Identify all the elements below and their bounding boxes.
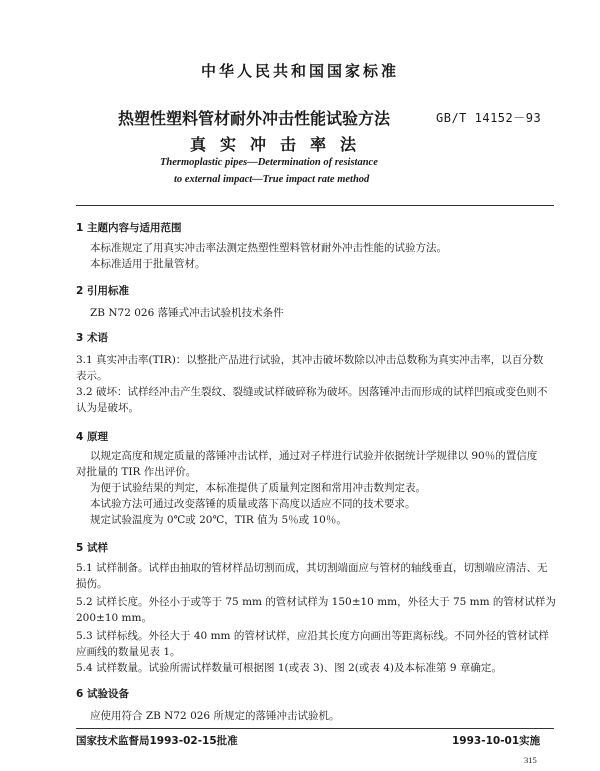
section-6-heading: 6 试验设备 xyxy=(76,688,129,700)
section-1-heading: 1 主题内容与适用范围 xyxy=(76,222,182,234)
section-3-heading: 3 术语 xyxy=(76,332,108,344)
section-2-para-1: ZB N72 026 落锤式冲击试验机技术条件 xyxy=(90,307,284,319)
approval-line: 国家技术监督局1993-02-15批准 xyxy=(76,735,238,747)
section-5-3-line-1: 5.3 试样标线。外径大于 40 mm 的管材试样，应沿其长度方向画出等距离标线。不同外径的管材试样 xyxy=(76,630,549,642)
footer-divider xyxy=(76,728,554,729)
standard-number: GB/T 14152－93 xyxy=(436,111,542,125)
section-5-heading: 5 试样 xyxy=(76,542,108,554)
doc-title-cn: 热塑性塑料管材耐外冲击性能试验方法 xyxy=(118,109,391,128)
doc-subtitle-cn: 真实冲击率法 xyxy=(190,135,371,154)
implementation-date: 1993-10-01实施 xyxy=(452,735,541,747)
section-4-heading: 4 原理 xyxy=(76,431,108,443)
section-5-1-line-2: 损伤。 xyxy=(76,578,108,590)
section-4-para-3: 本试验方法可通过改变落锤的质量或落下高度以适应不同的技术要求。 xyxy=(90,498,416,510)
section-5-4: 5.4 试样数量。试验所需试样数量可根据图 1(或表 3)、图 2(或表 4)及本标准第 9 章确定。 xyxy=(76,662,502,674)
section-1-para-1: 本标准规定了用真实冲击率法测定热塑性塑料管材耐外冲击性能的试验方法。 xyxy=(90,242,447,254)
section-6-para-1: 应使用符合 ZB N72 026 所规定的落锤冲击试验机。 xyxy=(90,710,340,722)
section-3-1-line-1: 3.1 真实冲击率(TIR)：以整批产品进行试验，其冲击破坏数除以冲击总数称为真实冲击率，以百分数 xyxy=(76,354,544,366)
section-4-para-1-line-1: 以规定高度和规定质量的落锤冲击试样，通过对子样进行试验并依据统计学规律以 90％的置信度 xyxy=(90,450,538,462)
section-4-para-4: 规定试验温度为 0℃或 20℃，TIR 值为 5％或 10％。 xyxy=(90,514,347,526)
section-5-2-line-2: 200±10 mm。 xyxy=(76,612,152,624)
section-2-heading: 2 引用标准 xyxy=(76,285,129,297)
section-5-3-line-2: 应画线的数量见表 1。 xyxy=(76,646,181,658)
section-3-1-line-2: 表示。 xyxy=(76,370,108,382)
section-1-para-2: 本标准适用于批量管材。 xyxy=(90,258,206,270)
section-5-2-line-1: 5.2 试样长度。外径小于或等于 75 mm 的管材试样为 150±10 mm，外径大于 75 mm 的管材试样为 xyxy=(76,596,556,608)
section-3-2-line-1: 3.2 破坏：试样经冲击产生裂纹、裂缝或试样破碎称为破坏。因落锤冲击而形成的试样凹痕或变色则不 xyxy=(76,386,548,398)
section-4-para-2: 为便于试验结果的判定，本标准提供了质量判定图和常用冲击数判定表。 xyxy=(90,482,426,494)
header-divider xyxy=(76,205,554,206)
section-3-2-line-2: 认为是破坏。 xyxy=(76,402,139,414)
doc-title-en-line1: Thermoplastic pipes—Determination of resistance xyxy=(160,157,378,168)
section-4-para-1-line-2: 对批量的 TIR 作出评价。 xyxy=(76,466,197,478)
page-number: 315 xyxy=(524,755,537,765)
doc-title-en-line2: to external impact—True impact rate method xyxy=(174,174,370,185)
org-name: 中华人民共和国国家标准 xyxy=(200,62,399,80)
section-5-1-line-1: 5.1 试样制备。试样由抽取的管材样品切割而成，其切割端面应与管材的轴线垂直，切割端应清洁、无 xyxy=(76,562,548,574)
